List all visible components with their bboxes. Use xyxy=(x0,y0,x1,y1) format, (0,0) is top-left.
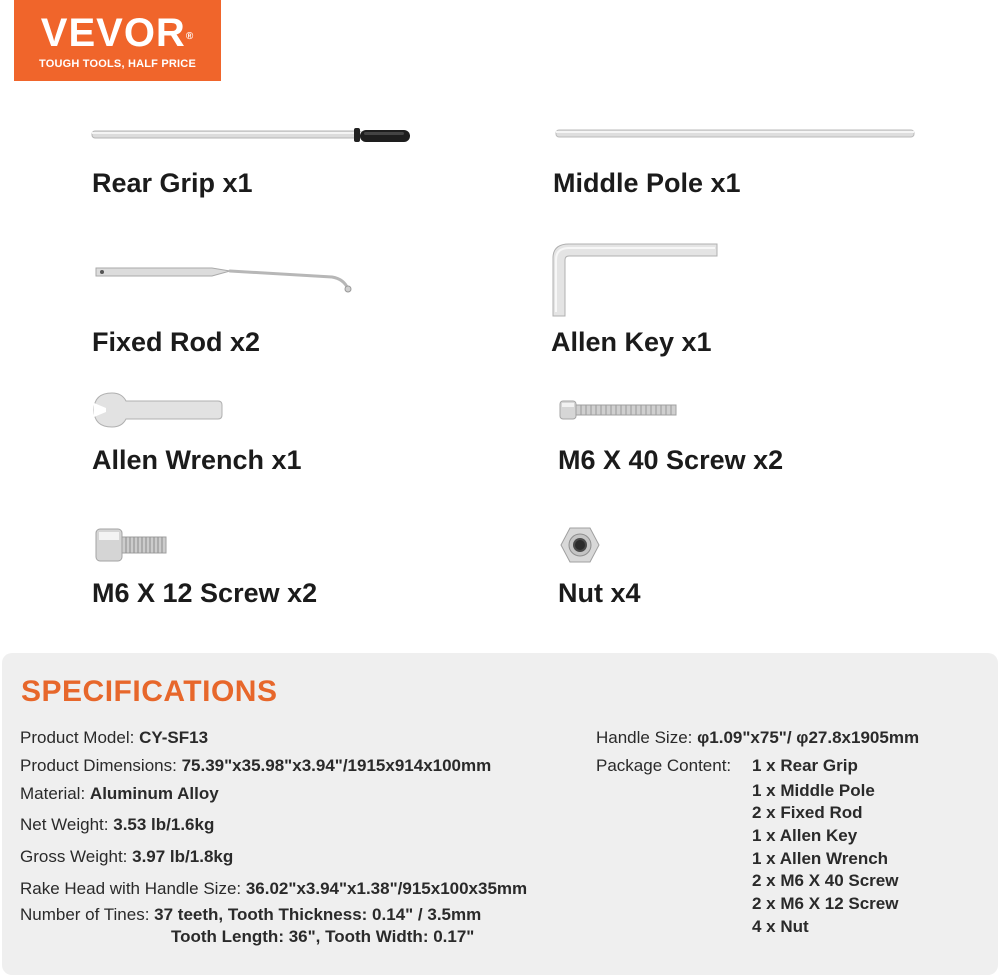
spec-rake-head-size: Rake Head with Handle Size: 36.02"x3.94"x1.38"/915x100x35mm xyxy=(20,879,528,898)
logo-brand: VEVOR® xyxy=(40,11,195,55)
part-label-allen-wrench: Allen Wrench x1 xyxy=(92,445,302,475)
allen-key-icon xyxy=(551,242,719,318)
package-item: 4 x Nut xyxy=(752,917,809,936)
spec-net-weight: Net Weight: 3.53 lb/1.6kg xyxy=(20,815,215,834)
package-item: 1 x Middle Pole xyxy=(752,781,875,800)
allen-wrench-icon xyxy=(92,391,224,429)
spec-handle-size: Handle Size: φ1.09"x75"/ φ27.8x1905mm xyxy=(596,728,920,747)
part-label-m6x40-screw: M6 X 40 Screw x2 xyxy=(558,445,784,475)
spec-product-model: Product Model: CY-SF13 xyxy=(20,728,209,747)
spec-material: Material: Aluminum Alloy xyxy=(20,784,219,803)
spec-product-dimensions: Product Dimensions: 75.39"x35.98"x3.94"/1915x914x100mm xyxy=(20,756,492,775)
package-item: 1 x Allen Key xyxy=(752,826,858,845)
nut-icon xyxy=(560,527,600,563)
vevor-logo xyxy=(14,0,221,81)
part-label-rear-grip: Rear Grip x1 xyxy=(92,168,253,198)
part-label-middle-pole: Middle Pole x1 xyxy=(553,168,741,198)
spec-package-content: Package Content: xyxy=(596,756,732,775)
long-screw-icon xyxy=(559,399,679,421)
specifications-title: SPECIFICATIONS xyxy=(21,675,278,708)
part-label-fixed-rod: Fixed Rod x2 xyxy=(92,327,261,357)
package-item: 1 x Allen Wrench xyxy=(752,849,889,868)
logo-tagline: TOUGH TOOLS, HALF PRICE xyxy=(39,58,196,70)
rear-grip-icon xyxy=(92,126,412,148)
package-item: 2 x M6 X 12 Screw xyxy=(752,894,899,913)
fixed-rod-icon xyxy=(94,264,358,296)
package-item: 2 x M6 X 40 Screw xyxy=(752,871,899,890)
part-label-allen-key: Allen Key x1 xyxy=(551,327,712,357)
spec-gross-weight: Gross Weight: 3.97 lb/1.8kg xyxy=(20,847,234,866)
spec-tines-continued: Tooth Length: 36", Tooth Width: 0.17" xyxy=(171,927,475,946)
middle-pole-icon xyxy=(556,128,916,140)
short-screw-icon xyxy=(95,528,169,562)
package-item: 1 x Rear Grip xyxy=(752,756,858,775)
part-label-m6x12-screw: M6 X 12 Screw x2 xyxy=(92,578,318,608)
spec-number-of-tines: Number of Tines: 37 teeth, Tooth Thickness: 0.14" / 3.5mm xyxy=(20,905,482,924)
specifications-panel xyxy=(2,653,998,975)
package-item: 2 x Fixed Rod xyxy=(752,803,863,822)
part-label-nut: Nut x4 xyxy=(558,578,641,608)
